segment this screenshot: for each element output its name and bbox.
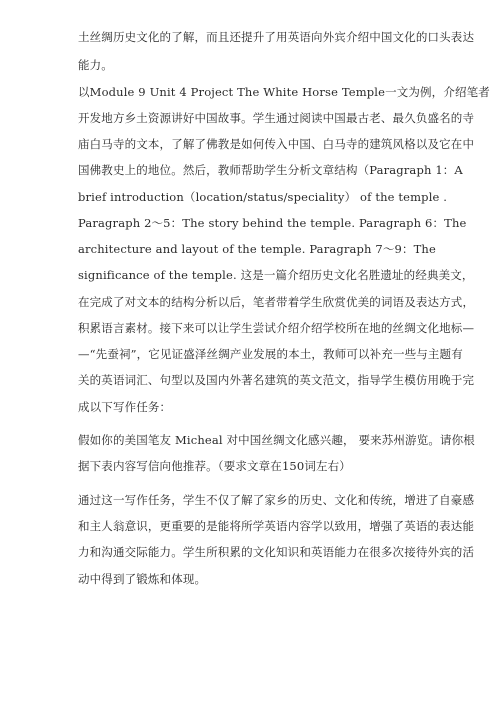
paragraph-2-line-3: 庙白马寺的文本，了解了佛教是如何传入中国、白马寺的建筑风格以及它在中 [78,137,475,151]
paragraph-4-line-2: 和主人翁意识，更重要的是能将所学英语内容学以致用，增强了英语的表达能 [78,519,475,533]
paragraph-4-line-3: 力和沟通交际能力。学生所积累的文化知识和英语能力在很多次接待外宾的活 [78,545,475,559]
paragraph-3-line-1: 假如你的美国笔友 Micheal 对中国丝绸文化感兴趣， 要来苏州游览。请你根 [78,433,475,447]
paragraph-2-line-8: significance of the temple. 这是一篇介绍历史文化名胜遗址的经典美文， [78,268,474,282]
paragraph-1-line-1: 土丝绸历史文化的了解，而且还提升了用英语向外宾介绍中国文化的口头表达 [78,30,475,44]
paragraph-4-line-1: 通过这一写作任务，学生不仅了解了家乡的历史、文化和传统，增进了自豪感 [78,493,475,507]
paragraph-2-line-4: 国佛教史上的地位。然后，教师帮助学生分析文章结构（Paragraph 1：A [78,163,463,177]
paragraph-2-line-2: 开发地方乡土资源讲好中国故事。学生通过阅读中国最古老、最久负盛名的寺 [78,111,475,125]
paragraph-4-line-4: 动中得到了锻炼和体现。 [78,572,207,586]
paragraph-2-line-6: Paragraph 2～5：The story behind the temple. Paragraph 6：The [78,216,467,230]
paragraph-2-line-11: —“先蚕祠”，它见证盛泽丝绸产业发展的本土，教师可以补充一些与主题有 [78,347,463,361]
paragraph-2-line-5: brief introduction（location/status/speciality） of the temple . [78,190,448,204]
paragraph-2-line-7: architecture and layout of the temple. Paragraph 7～9：The [78,242,436,256]
paragraph-3-line-2: 据下表内容写信向他推荐。（要求文章在150词左右） [78,459,351,473]
paragraph-2-line-1: 以Module 9 Unit 4 Project The White Horse Temple一文为例，介绍笔者 [78,85,490,99]
paragraph-2-line-10: 积累语言素材。接下来可以让学生尝试介绍介绍学校所在地的丝绸文化地标— [78,321,475,335]
paragraph-1-line-2: 能力。 [78,58,113,72]
paragraph-2-line-9: 在完成了对文本的结构分析以后，笔者带着学生欣赏优美的词语及表达方式， [78,295,475,309]
paragraph-2-line-13: 成以下写作任务： [78,400,172,414]
paragraph-2-line-12: 关的英语词汇、句型以及国内外著名建筑的英文范文，指导学生模仿用晚于完 [78,373,475,387]
